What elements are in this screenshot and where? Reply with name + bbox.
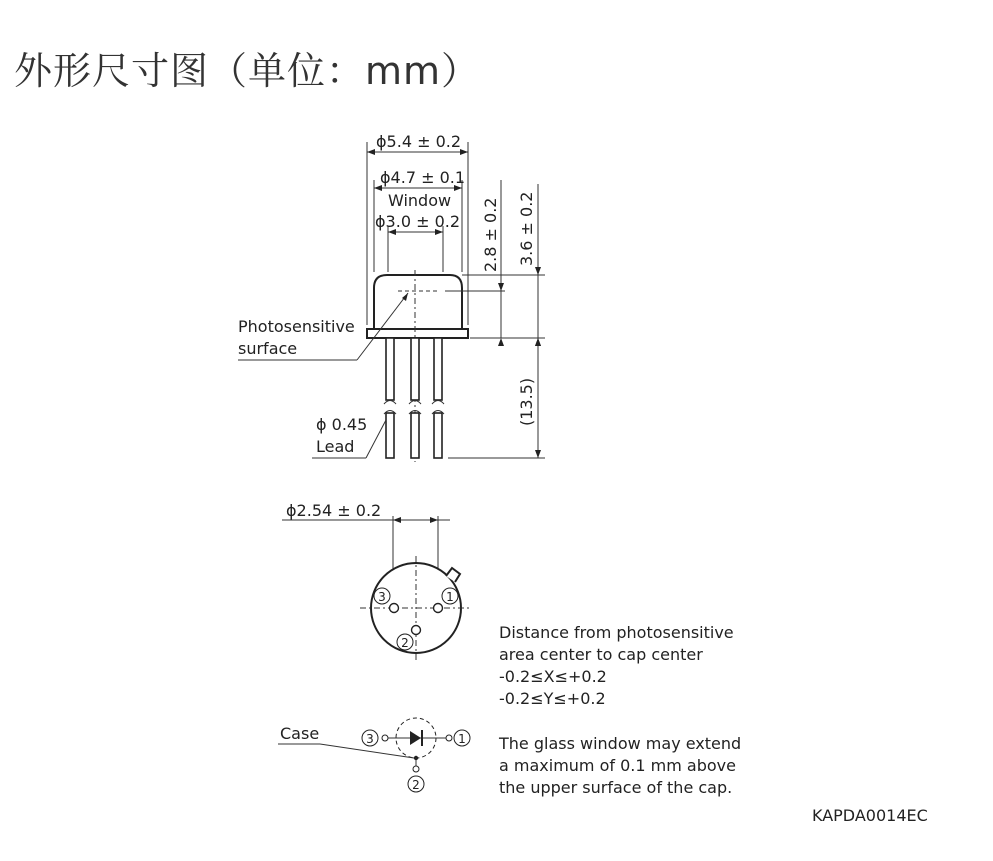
pin-hole-3 [390, 604, 399, 613]
svg-text:2: 2 [401, 636, 409, 650]
note-distance-4: -0.2≤Y≤+0.2 [499, 689, 606, 708]
lead-center-upper [411, 338, 419, 400]
lead-left-upper [386, 338, 394, 400]
diode-icon [410, 731, 421, 745]
window-label: Window [388, 191, 452, 210]
svg-text:3: 3 [366, 732, 374, 746]
svg-text:2: 2 [412, 778, 420, 792]
photosensitive-label-1: Photosensitive [238, 317, 355, 336]
photosensitive-label-2: surface [238, 339, 298, 358]
note-glass-2: a maximum of 0.1 mm above [499, 756, 736, 775]
lead-left-lower [386, 413, 394, 458]
note-glass-1: The glass window may extend [499, 734, 742, 753]
height-surface-dim: 2.8 ± 0.2 [481, 197, 500, 272]
note-glass-3: the upper surface of the cap. [499, 778, 733, 797]
lead-center-lower [411, 413, 419, 458]
side-view [238, 132, 545, 462]
svg-text:1: 1 [446, 590, 454, 604]
cap-flange [367, 329, 468, 338]
cap-outer-dim: ϕ5.4 ± 0.2 [376, 132, 462, 151]
cap-inner-dim: ϕ4.7 ± 0.1 [380, 168, 466, 187]
schematic [278, 718, 470, 792]
note-distance-2: area center to cap center [499, 645, 703, 664]
window-dim: ϕ3.0 ± 0.2 [375, 212, 461, 231]
height-cap-dim: 3.6 ± 0.2 [517, 191, 536, 266]
notes [498, 623, 928, 825]
cap-body [374, 275, 462, 330]
case-label: Case [280, 724, 320, 743]
drawing-code: KAPDA0014EC [812, 806, 928, 825]
note-distance-1: Distance from photosensitive [499, 623, 734, 642]
lead-length-dim: (13.5) [517, 377, 536, 426]
lead-label: Lead [316, 437, 355, 456]
lead-right-lower [434, 413, 442, 458]
svg-text:3: 3 [378, 590, 386, 604]
lead-right-upper [434, 338, 442, 400]
pin-hole-1 [434, 604, 443, 613]
bottom-view [282, 501, 472, 660]
lead-dia-dim: ϕ 0.45 [316, 415, 368, 434]
page-title: 外形尺寸图（单位：mm） [14, 49, 481, 93]
pin-pitch-dim: ϕ2.54 ± 0.2 [286, 501, 382, 520]
pin-hole-2 [412, 626, 421, 635]
svg-text:1: 1 [458, 732, 466, 746]
note-distance-3: -0.2≤X≤+0.2 [499, 667, 607, 686]
